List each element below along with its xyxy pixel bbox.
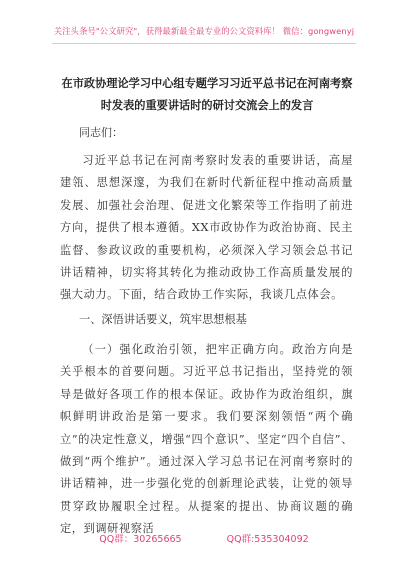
header-divider <box>52 43 356 44</box>
document-title: 在市政协理论学习中心组专题学习习近平总书记在河南考察时发表的重要讲话时的研讨交流会上的发言 <box>61 77 353 112</box>
body-paragraph-1: 习近平总书记在河南考察时发表的重要讲话，高屋建瓴、思想深邃，为我们在新时代新征程中推动高质量发展、加强社会治理、促进文化繁荣等工作指明了前进方向，提供了根本遵循。XX市政协作为政治协商、民主监督、参政议政的重要机构，必须深入学习领会总书记讲话精神，切实将其转化为推动政协工作高质量发展的强大动力。下面，结合政协工作实际，我谈几点体会。 <box>60 154 353 302</box>
body-paragraph-2: （一）强化政治引领，把牢正确方向。政治方向是关乎根本的首要问题。习近平总书记指出，坚持党的领导是做好各项工作的根本保证。政协作为政治组织，旗帜鲜明讲政治是第一要求。我们要深刻领悟“两个确立”的决定性意义，增强“四个意识”、坚定“四个自信”、做到“两个维护”。通过深入学习总书记在河南考察时的讲话精神，进一步强化党的创新理论武装，让党的领导贯穿政协履职全过程。从提案的提出、协商议题的确定，到调研视察活 <box>60 343 353 536</box>
footer-qq-group-2: QQ群:535304092 <box>226 534 309 545</box>
footer-qq-group-1: QQ群：30265665 <box>99 534 182 545</box>
header-banner: 关注头条号"公文研究"，获得最新最全最专业的公文资料库！ 微信：gongwenyj <box>53 26 355 36</box>
greeting: 同志们： <box>79 126 123 139</box>
footer-contacts <box>0 531 408 545</box>
section-heading-1: 一、深悟讲话要义，筑牢思想根基 <box>79 313 247 326</box>
